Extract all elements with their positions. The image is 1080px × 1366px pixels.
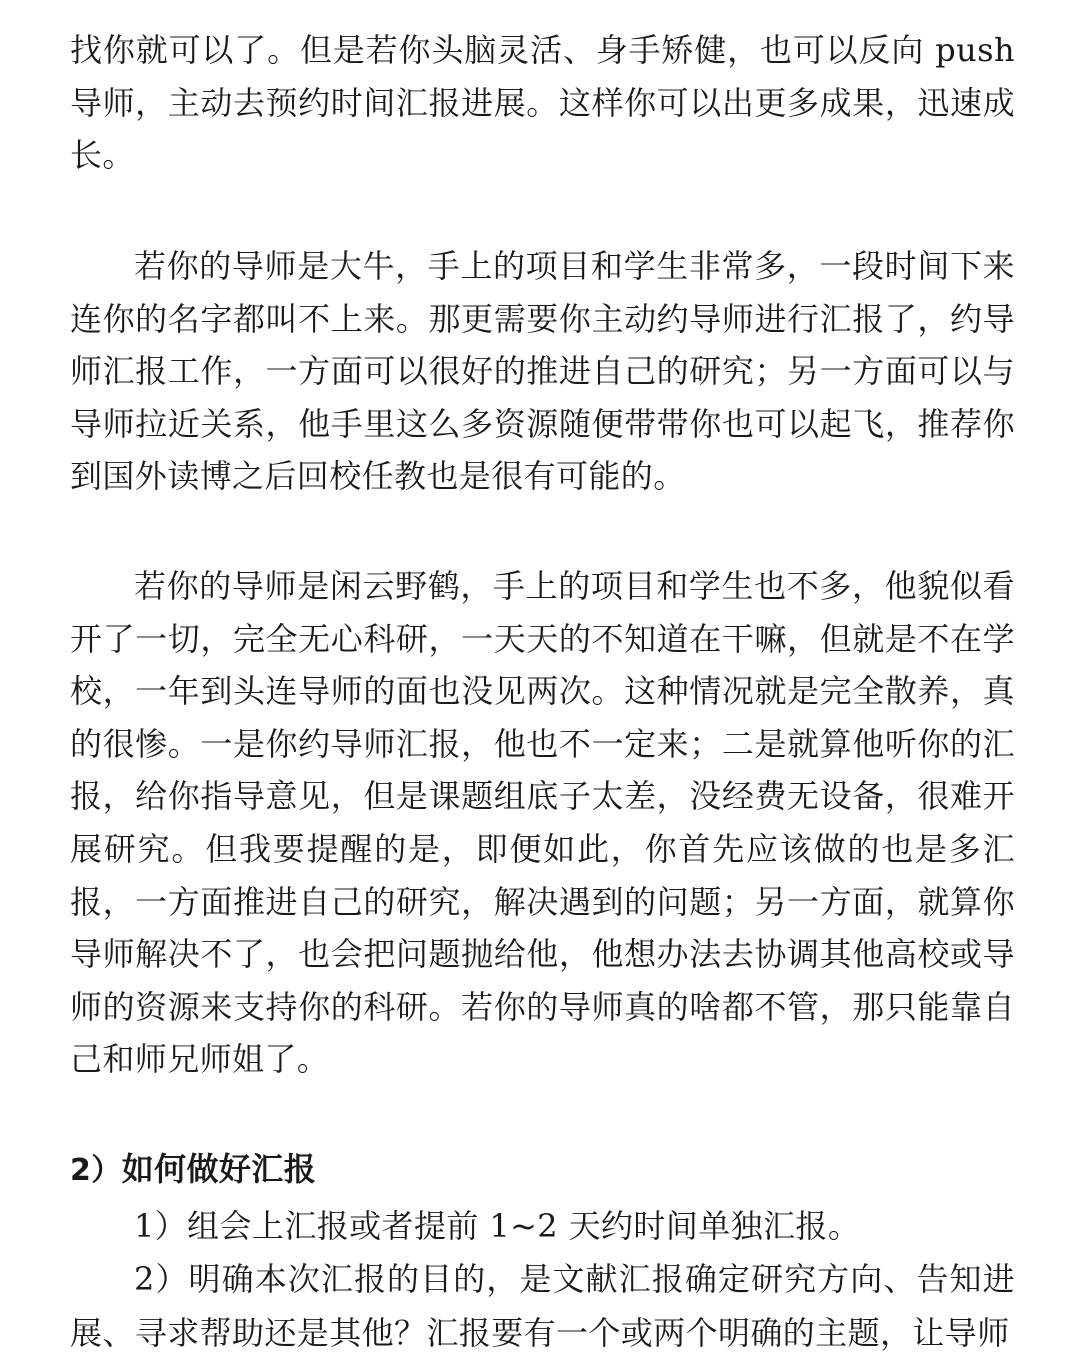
paragraph-1: 找你就可以了。但是若你头脑灵活、身手矫健，也可以反向 push 导师，主动去预约时间汇报进展。这样你可以出更多成果，迅速成长。	[70, 31, 1015, 175]
section-number: 2）	[70, 1153, 122, 1188]
section-title: 如何做好汇报	[121, 1150, 317, 1188]
paragraph-3: 若你的导师是闲云野鹤，手上的项目和学生也不多，他貌似看开了一切，完全无心科研，一天天的不知道在干嘛，但就是不在学校，一年到头连导师的面也没见两次。这种情况就是完全散养，真的很惨。一是你约导师汇报，他也不一定来；二是就算他听你的汇报，给你指导意见，但是课题组底子太差，没经费无设备，很难开展研究。但我要提醒的是，即便如此，你首先应该做的也是多汇报，一方面推进自己的研究，解决遇到的问题；另一方面，就算你导师解决不了，也会把问题抛给他，他想办法去协调其他高校或导师的资源来支持你的科研。若你的导师真的啥都不管，那只能靠自己和师兄师姐了。	[70, 567, 1015, 1079]
paragraph-2: 若你的导师是大牛，手上的项目和学生非常多，一段时间下来连你的名字都叫不上来。那更需要你主动约导师进行汇报了，约导师汇报工作，一方面可以很好的推进自己的研究；另一方面可以与导师拉近关系，他手里这么多资源随便带带你也可以起飞，推荐你到国外读博之后回校任教也是很有可能的。	[70, 247, 1015, 496]
list-item: 1）组会上汇报或者提前 1~2 天约时间单独汇报。	[134, 1207, 861, 1245]
list-item: 2）明确本次汇报的目的，是文献汇报确定研究方向、告知进展、寻求帮助还是其他？汇报要有一个或两个明确的主题，让导师	[70, 1260, 1015, 1352]
section-heading	[70, 1143, 316, 1197]
